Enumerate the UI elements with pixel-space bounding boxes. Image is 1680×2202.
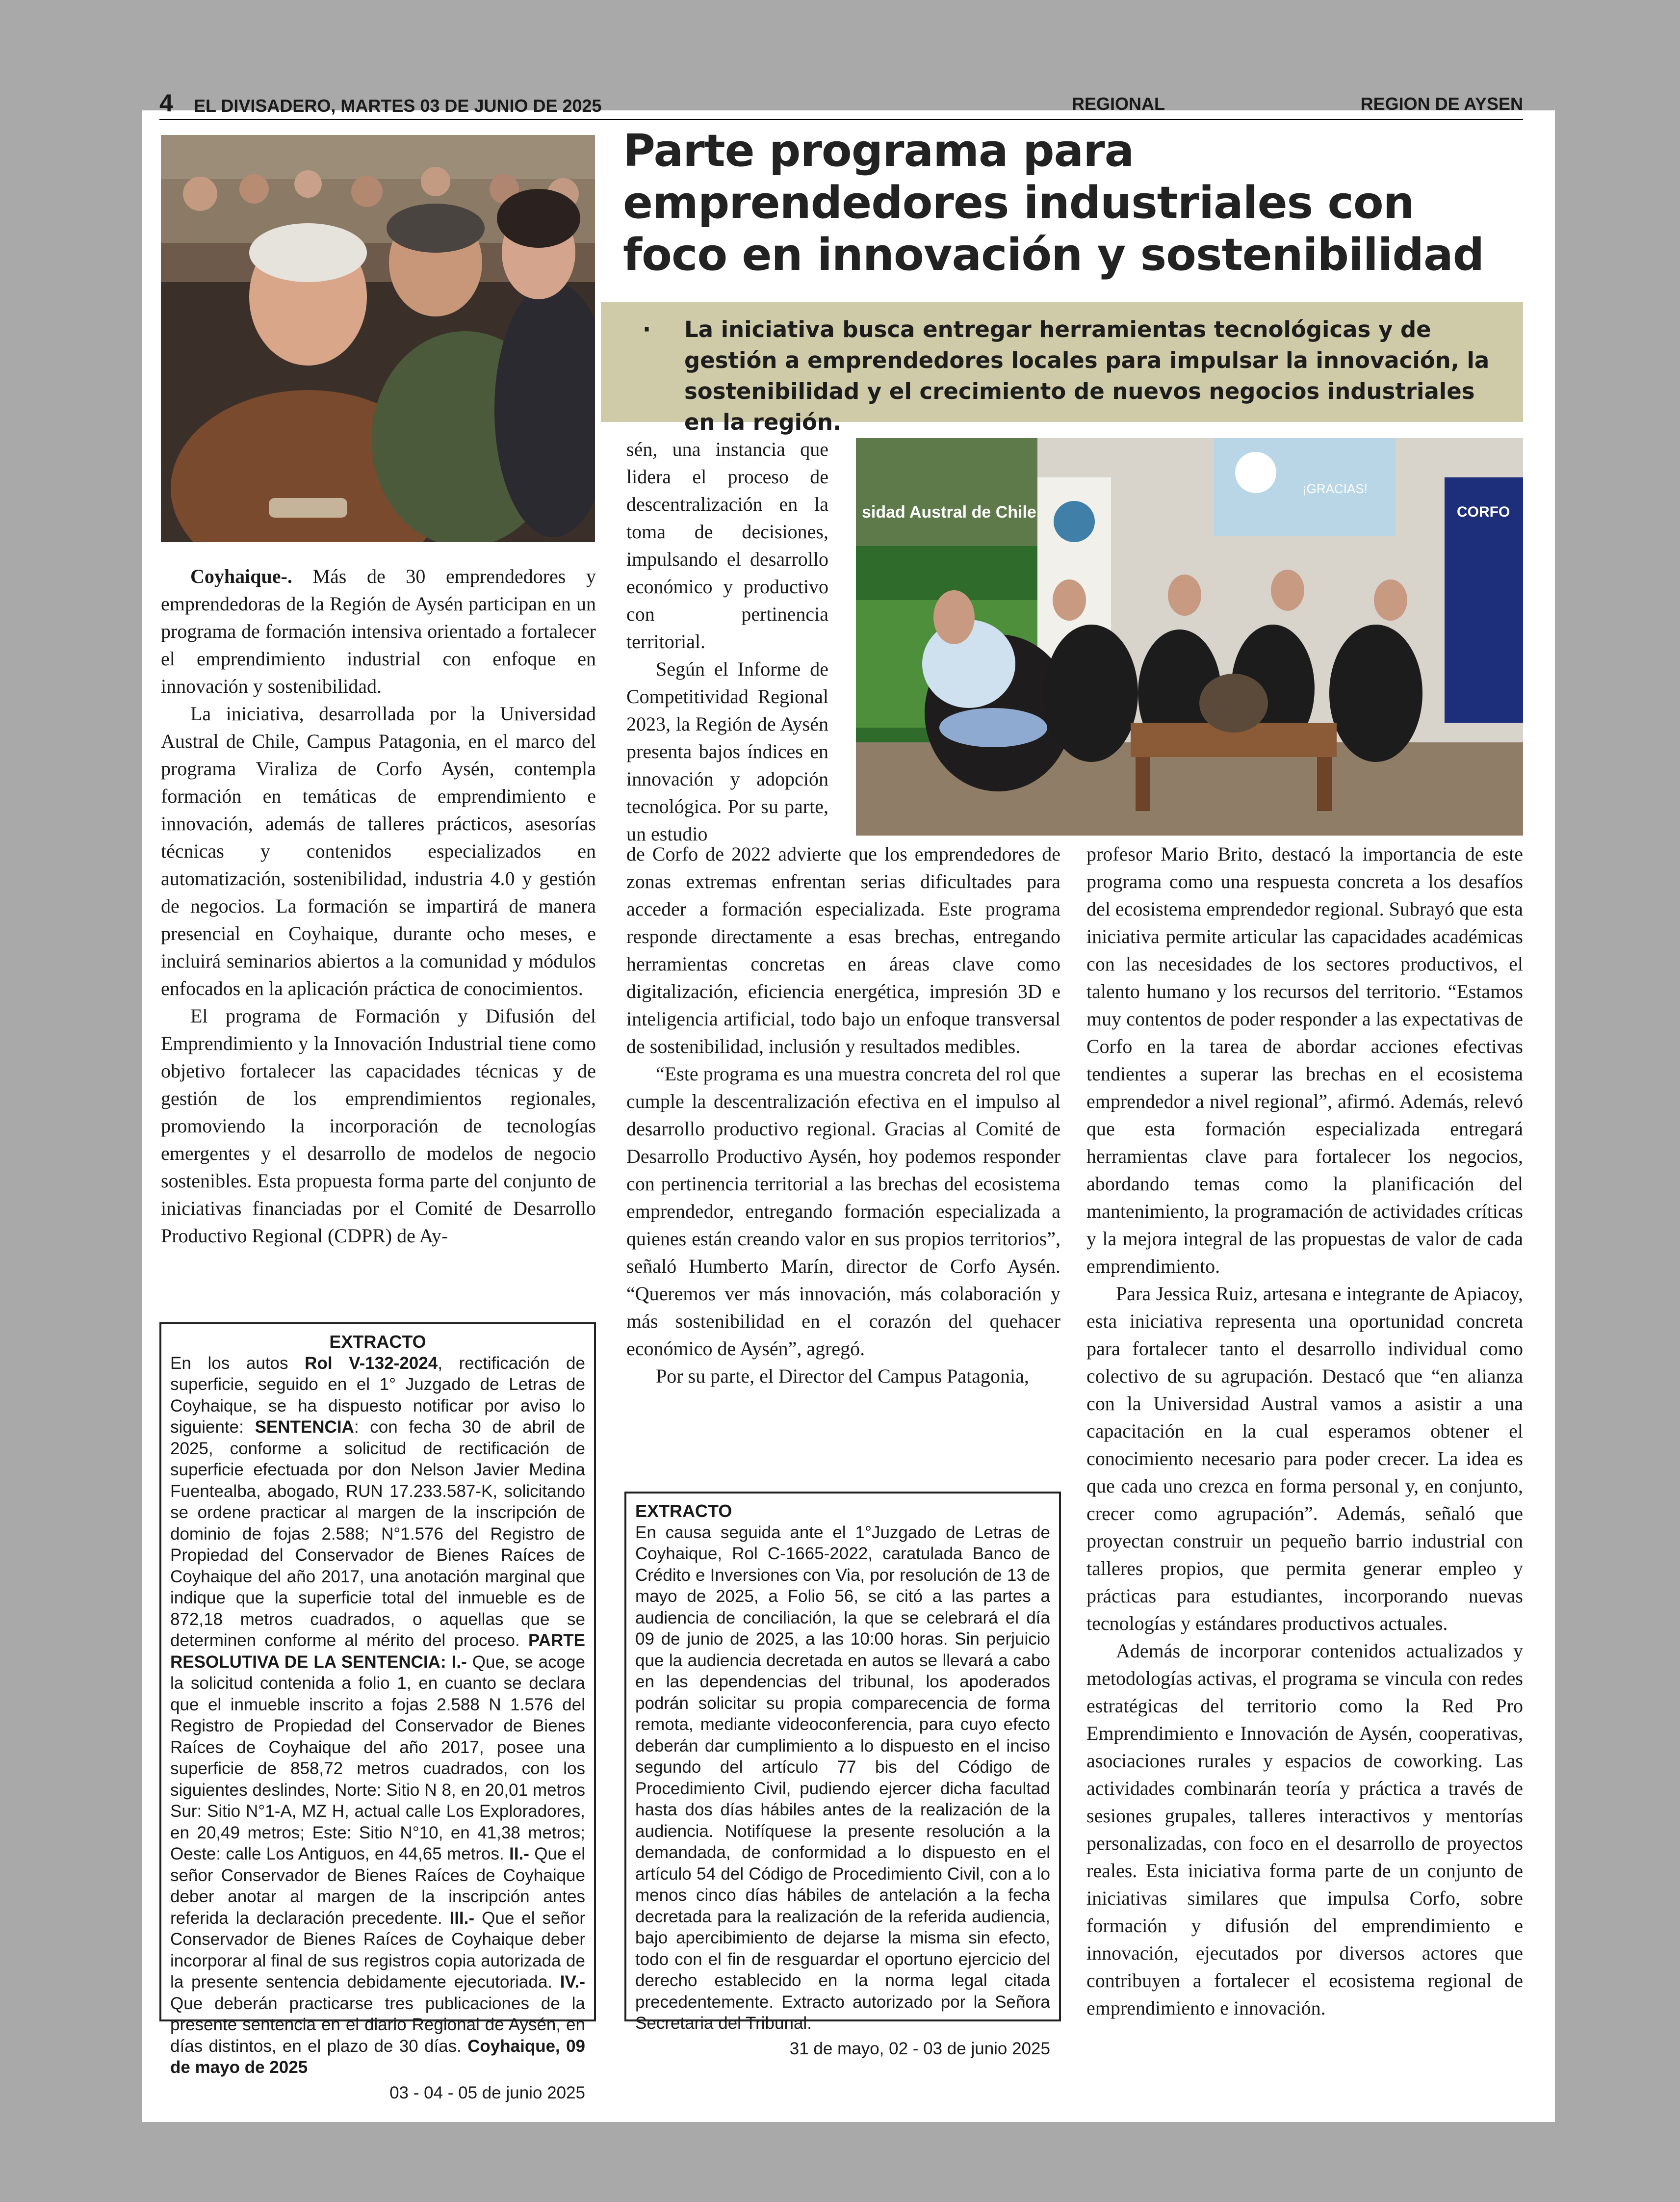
paragraph: Según el Informe de Competitividad Regional 2023, la Región de Aysén presenta bajos índices en innovación y adopción tecnológica. Por su parte, un estudio bbox=[626, 658, 828, 845]
paragraph: Por su parte, el Director del Campus Patagonia, bbox=[656, 1365, 1029, 1387]
notice-bold: SENTENCIA bbox=[255, 1417, 354, 1437]
publication-date: EL DIVISADERO, MARTES 03 DE JUNIO DE 2025 bbox=[194, 96, 602, 116]
notice-text: : con fecha 30 de abril de 2025, conforme a solicitud de rectificación de superficie efectuada por don Nelson Javier Medina Fuentealba, abogado, RUN 17.233.587-K, solicitando se ordene practicar al margen de la inscripción de dominio de fojas 2.588; N°1.576 del Registro de Propiedad del Conservador de Bienes Raíces de Coyhaique del año 2017, una anotación marginal que indique que la superficie total del inmueble es de 872,18 metros cuadrados, o aquellas que se determinen conforme al mérito del proceso. bbox=[170, 1417, 585, 1650]
article-column-2-top bbox=[626, 436, 828, 848]
legal-notice-1 bbox=[159, 1322, 596, 2102]
notice-text: Que, se acoge la solicitud contenida a folio 1, en cuanto se declara que el inmueble inscrito a fojas 2.588 N 1.576 del Registro de Propiedad del Conservador de Bienes Raíces de Coyhaique del año 2017, posee una superficie de 858,72 metros cuadrados, con los siguientes deslindes, Norte: Sitio N 8, en 20,01 metros Sur: Sitio N°1-A, MZ H, actual calle Los Exploradores, en 20,49 metros; Este: Sitio N°10, en 41,38 metros; Oeste: calle Los Antiguos, en 44,65 metros. bbox=[170, 1652, 585, 1863]
notice-bold: III.- bbox=[449, 1908, 475, 1928]
article-column-3 bbox=[1086, 840, 1523, 2022]
article-column-2 bbox=[626, 840, 1060, 1390]
notice-bold: II.- bbox=[509, 1844, 529, 1863]
article-column-1 bbox=[161, 563, 596, 1250]
paragraph: sén, una instancia que lidera el proceso de descentralización en la toma de decisiones, impulsando el desarrollo económico y productivo con pertinencia territorial. bbox=[626, 438, 828, 653]
region-name: REGION DE AYSEN bbox=[1360, 94, 1523, 114]
lead-text: La iniciativa busca entregar herramientas tecnológicas y de gestión a emprendedores locales para impulsar la innovación, la sostenibilidad y el crecimiento de nuevos negocios industriales en la región. bbox=[684, 316, 1490, 435]
article-title: Parte programa para emprendedores industriales con foco en innovación y sostenibilidad bbox=[623, 125, 1484, 281]
notice-bold: IV.- bbox=[560, 1972, 585, 1992]
paragraph: profesor Mario Brito, destacó la importancia de este programa como una respuesta concreta a los desafíos del ecosistema emprendedor regional. Subrayó que esta iniciativa permite articular las capacidades académicas con las necesidades de los sectores productivos, el talento humano y los recursos del territorio. “Estamos muy contentos de poder responder a las expectativas de Corfo en la tarea de abordar acciones efectivas tendientes a superar las brechas en el ecosistema emprendedor a nivel regional”, afirmó. Además, relevó que esta formación especializada entregará herramientas clave para fortalecer los negocios, abordando temas como la planificación del mantenimiento, la programación de actividades críticas y la mejora integral de las propuestas de valor de cada emprendimiento. bbox=[1086, 843, 1523, 1277]
notice-text: Que el señor Conservador de Bienes Raíces de Coyhaique deber incorporar al final de sus registros copia autorizada de la presente sentencia debidamente ejecutoriada. bbox=[170, 1908, 585, 1992]
paragraph: Para Jessica Ruiz, artesana e integrante de Apiacoy, esta iniciativa representa una oportunidad concreta para fortalecer tanto el desarrollo individual como colectivo de su agrupación. Destacó que “en alianza con la Universidad Austral vamos a asistir a una capacitación en la cual esperamos obtener el conocimiento necesario para poder crecer. La idea es que cada uno crezca en forma personal y, en conjunto, crecer como agrupación”. Además, señaló que proyectan construir un pequeño barrio industrial con talleres propios, que permita generar empleo y prácticas para estudiantes, incorporando nuevas tecnologías y estándares productivos actuales. bbox=[1086, 1283, 1523, 1634]
corfo-sign: CORFO bbox=[1457, 504, 1510, 520]
university-banner-text: sidad Austral de Chile bbox=[862, 503, 1036, 522]
article-lead bbox=[601, 302, 1523, 435]
paragraph: La iniciativa, desarrollada por la Universidad Austral de Chile, Campus Patagonia, en el marco del programa Viraliza de Corfo Aysén, contempla formación en temáticas de emprendimiento e innovación, además de talleres prácticos, asesorías técnicas y contenidos especializados en automatización, sostenibilidad, industria 4.0 y gestión de negocios. La formación se impartirá de manera presencial en Coyhaique, durante ocho meses, e incluirá seminarios abiertos a la comunidad y módulos enfocados en la aplicación práctica de conocimientos. bbox=[161, 703, 596, 999]
dateline: Coyhaique-. bbox=[190, 565, 292, 587]
legal-notice-2 bbox=[624, 1492, 1061, 2058]
notice-body: En causa seguida ante el 1°Juzgado de Letras de Coyhaique, Rol C-1665-2022, caratulada Banco de Crédito e Inversiones con Via, por resolución de 13 de mayo de 2025, a Folio 56, se citó a las partes a audiencia de conciliación, la que se celebrará el día 09 de junio de 2025, a las 10:00 horas. Sin perjuicio que la audiencia decretada en autos se llevará a cabo en las dependencias del tribunal, los apoderados podrán solicitar su propia comparecencia de forma remota, mediante videoconferencia, para cuyo efecto deberán dar cumplimiento a lo dispuesto en el inciso segundo del artículo 77 bis del Código de Procedimiento Civil, pudiendo ejercer dicha facultad hasta dos días hábiles antes de la realización de la audiencia. Notifíquese la presente resolución a la demandada, de conformidad a lo dispuesto en el artículo 54 del Código de Procedimiento Civil, con a lo menos cinco días hábiles de antelación a la fecha decretada para la realización de la referida audiencia, bajo apercibimiento de dejarse la misma sin efecto, todo con el fin de resguardar el oportuno ejercicio del derecho establecido en la norma legal citada precedentemente. Extracto autorizado por la Señora Secretaria del Tribunal. bbox=[635, 1522, 1050, 2033]
panel-photo bbox=[856, 438, 1523, 836]
audience-photo bbox=[161, 135, 595, 542]
notice-body bbox=[170, 1353, 585, 2078]
notice-text: Que el señor Conservador de Bienes Raíces de Coyhaique deber anotar al margen de la inscripción antes referida la declaración precedente. bbox=[170, 1844, 585, 1928]
paragraph bbox=[161, 563, 596, 700]
screen-text: ¡GRACIAS! bbox=[1302, 481, 1368, 496]
notice-text: Que deberán practicarse tres publicaciones de la presente sentencia en el diario Regional de Aysén, en días distintos, en el plazo de 30 días. bbox=[170, 1993, 585, 2056]
paragraph: “Este programa es una muestra concreta del rol que cumple la descentralización efectiva en el impulso al desarrollo productivo regional. Gracias al Comité de Desarrollo Productivo Aysén, hoy podemos responder con pertinencia territorial a las brechas del ecosistema emprendedor, entregando formación especializada a quienes están creando valor en sus propios territorios”, señaló Humberto Marín, director de Corfo Aysén. “Queremos ver más innovación, más colaboración y más sostenibilidad en el corazón del quehacer económico de Aysén”, agregó. bbox=[626, 1063, 1060, 1360]
notice-publication-dates: 03 - 04 - 05 de junio 2025 bbox=[389, 2083, 585, 2102]
notice-text: En los autos bbox=[170, 1353, 305, 1373]
page-number: 4 bbox=[159, 89, 173, 117]
notice-title: EXTRACTO bbox=[329, 1332, 426, 1352]
lead-bullet: · bbox=[643, 316, 651, 342]
paragraph-text: Más de 30 emprendedores y emprendedoras de la Región de Aysén participan en un programa de formación intensiva orientado a fortalecer el emprendimiento industrial con enfoque en innovación y sostenibilidad. bbox=[161, 565, 596, 697]
notice-title: EXTRACTO bbox=[635, 1501, 732, 1521]
page-header bbox=[159, 91, 1523, 120]
paragraph: El programa de Formación y Difusión del Emprendimiento y la Innovación Industrial tiene como objetivo fortalecer las capacidades técnicas y de gestión de los emprendimientos regionales, promoviendo la incorporación de tecnologías emergentes y el desarrollo de modelos de negocio sostenibles. Esta propuesta forma parte del conjunto de iniciativas financiadas por el Comité de Desarrollo Productivo Regional (CDPR) de Ay- bbox=[161, 1005, 596, 1247]
paragraph: de Corfo de 2022 advierte que los emprendedores de zonas extremas enfrentan serias dificultades para acceder a formación especializada. Este programa responde directamente a esas brechas, entregando herramientas concretas en áreas clave como digitalización, eficiencia energética, impresión 3D e inteligencia artificial, todo bajo un enfoque transversal de sostenibilidad, inclusión y resultados medibles. bbox=[626, 843, 1060, 1057]
notice-publication-dates: 31 de mayo, 02 - 03 de junio 2025 bbox=[789, 2039, 1050, 2058]
section-name: REGIONAL bbox=[1072, 94, 1165, 114]
notice-text: , rectificación de superficie, seguido en el 1° Juzgado de Letras de Coyhaique, se ha dispuesto notificar por aviso lo siguiente: bbox=[170, 1353, 585, 1437]
paragraph: Además de incorporar contenidos actualizados y metodologías activas, el programa se vincula con redes estratégicas del territorio como la Red Pro Emprendimiento e Innovación de Aysén, cooperativas, asociaciones rurales y espacios de coworking. Las actividades combinarán teoría y práctica a través de sesiones grupales, talleres interactivos y mentorías personalizadas, con foco en el desarrollo de proyectos reales. Esta iniciativa forma parte de un conjunto de iniciativas similares que impulsa Corfo, sobre formación y difusión del emprendimiento e innovación, ejecutados por diversos actores que contribuyen a fortalecer el ecosistema regional de emprendimiento e innovación. bbox=[1086, 1640, 1523, 2019]
notice-bold: PARTE RESOLUTIVA DE LA SENTENCIA: I.- bbox=[170, 1631, 585, 1672]
notice-bold: Rol V-132-2024 bbox=[305, 1353, 438, 1373]
notice-bold: Coyhaique, 09 de mayo de 2025 bbox=[170, 2036, 585, 2077]
